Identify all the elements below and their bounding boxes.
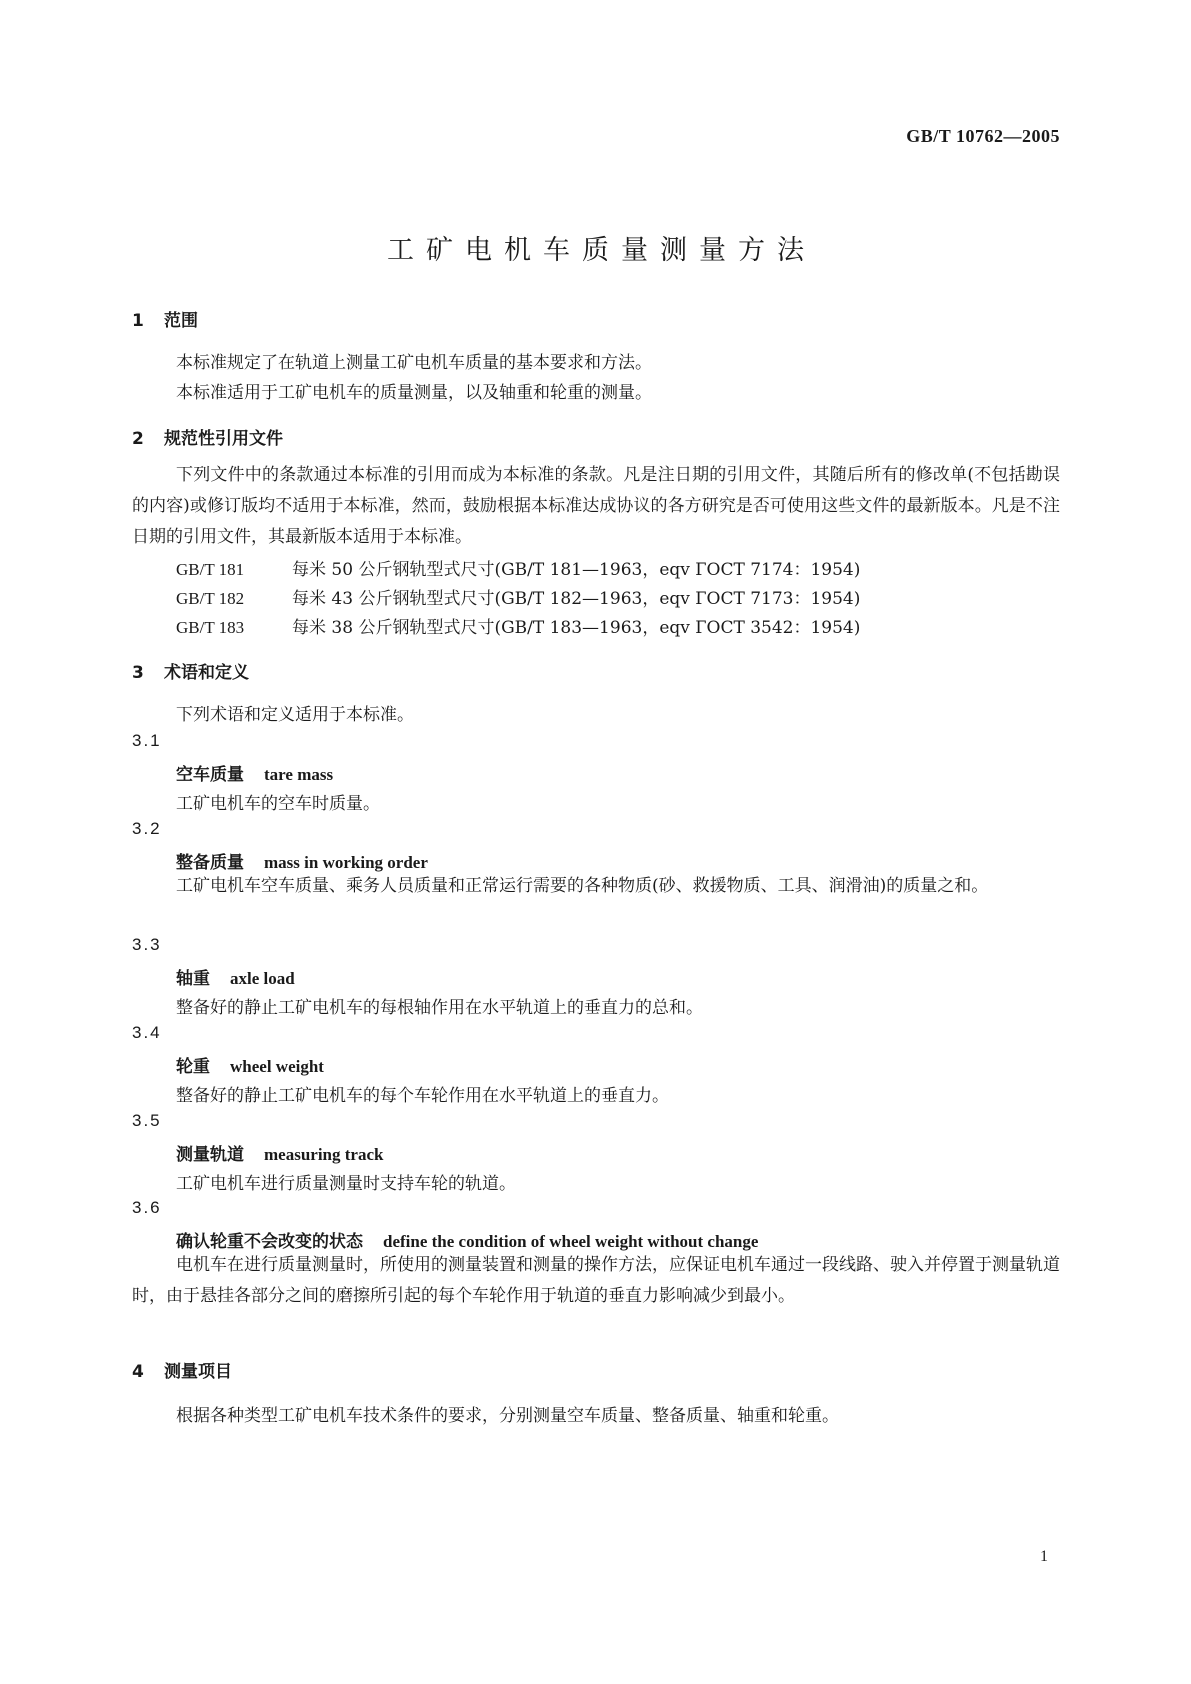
reference-code: GB/T 183 xyxy=(176,618,245,637)
term-en: measuring track xyxy=(264,1145,384,1164)
term-zh: 轴重 xyxy=(176,969,210,989)
section-number: 1 xyxy=(132,311,144,331)
terms-intro: 下列术语和定义适用于本标准。 xyxy=(176,705,414,725)
term-zh: 整备质量 xyxy=(176,853,244,873)
term-heading xyxy=(176,1140,383,1165)
term-number: 3.1 xyxy=(132,731,162,750)
scope-line-2: 本标准适用于工矿电机车的质量测量，以及轴重和轮重的测量。 xyxy=(176,383,652,403)
term-zh: 确认轮重不会改变的状态 xyxy=(176,1232,363,1252)
reference-text: 每米 50 公斤钢轨型式尺寸(GB/T 181—1963，eqv ГОСТ 7174：1954) xyxy=(292,560,861,580)
term-zh: 测量轨道 xyxy=(176,1145,244,1165)
term-definition: 电机车在进行质量测量时，所使用的测量装置和测量的操作方法，应保证电机车通过一段线路、驶入并停置于测量轨道时，由于悬挂各部分之间的磨擦所引起的每个车轮作用于轨道的垂直力影响减少到最小。 xyxy=(132,1255,1060,1306)
section-title: 测量项目 xyxy=(164,1362,232,1382)
standard-code: GB/T 10762—2005 xyxy=(906,126,1060,146)
section-number: 4 xyxy=(132,1362,144,1382)
term-number: 3.6 xyxy=(132,1198,162,1217)
section-2-heading xyxy=(132,424,283,449)
reference-item xyxy=(176,555,860,580)
section-3-heading xyxy=(132,658,249,683)
term-number: 3.3 xyxy=(132,935,162,954)
term-number: 3.5 xyxy=(132,1111,162,1130)
term-number: 3.4 xyxy=(132,1023,162,1042)
term-definition: 工矿电机车空车质量、乘务人员质量和正常运行需要的各种物质(砂、救援物质、工具、润滑油)的质量之和。 xyxy=(176,876,989,896)
references-intro: 下列文件中的条款通过本标准的引用而成为本标准的条款。凡是注日期的引用文件，其随后所有的修改单(不包括勘误的内容)或修订版均不适用于本标准，然而，鼓励根据本标准达成协议的各方研究是否可使用这些文件的最新版本。凡是不注日期的引用文件，其最新版本适用于本标准。 xyxy=(132,465,1060,547)
reference-item xyxy=(176,584,860,609)
section-title: 规范性引用文件 xyxy=(164,429,283,449)
section-title: 范围 xyxy=(164,311,198,331)
term-definition: 工矿电机车的空车时质量。 xyxy=(176,794,380,814)
term-definition: 整备好的静止工矿电机车的每个车轮作用在水平轨道上的垂直力。 xyxy=(176,1086,669,1106)
section-number: 2 xyxy=(132,429,144,449)
section-number: 3 xyxy=(132,663,144,683)
term-en: wheel weight xyxy=(230,1057,324,1076)
term-en: tare mass xyxy=(264,765,334,784)
section-4-heading xyxy=(132,1357,232,1382)
reference-code: GB/T 182 xyxy=(176,589,245,608)
section-1-heading xyxy=(132,306,198,331)
document-title: 工矿电机车质量测量方法 xyxy=(387,235,816,266)
reference-code: GB/T 181 xyxy=(176,560,245,579)
term-en: mass in working order xyxy=(264,853,428,872)
term-heading xyxy=(176,760,333,785)
section-title: 术语和定义 xyxy=(164,663,249,683)
term-zh: 轮重 xyxy=(176,1057,210,1077)
term-zh: 空车质量 xyxy=(176,765,244,785)
term-definition: 工矿电机车进行质量测量时支持车轮的轨道。 xyxy=(176,1174,516,1194)
scope-line-1: 本标准规定了在轨道上测量工矿电机车质量的基本要求和方法。 xyxy=(176,353,652,373)
term-en: axle load xyxy=(230,969,295,988)
measurement-items-text: 根据各种类型工矿电机车技术条件的要求，分别测量空车质量、整备质量、轴重和轮重。 xyxy=(176,1406,839,1426)
term-heading xyxy=(176,848,428,873)
term-heading xyxy=(176,1227,758,1252)
term-en: define the condition of wheel weight without change xyxy=(383,1232,759,1251)
term-number: 3.2 xyxy=(132,819,162,838)
page-number: 1 xyxy=(1040,1548,1048,1565)
term-heading xyxy=(176,1052,324,1077)
reference-text: 每米 43 公斤钢轨型式尺寸(GB/T 182—1963，eqv ГОСТ 7173：1954) xyxy=(292,589,861,609)
term-heading xyxy=(176,964,295,989)
reference-text: 每米 38 公斤钢轨型式尺寸(GB/T 183—1963，eqv ГОСТ 3542：1954) xyxy=(292,618,861,638)
reference-item xyxy=(176,613,860,638)
term-definition: 整备好的静止工矿电机车的每根轴作用在水平轨道上的垂直力的总和。 xyxy=(176,998,703,1018)
